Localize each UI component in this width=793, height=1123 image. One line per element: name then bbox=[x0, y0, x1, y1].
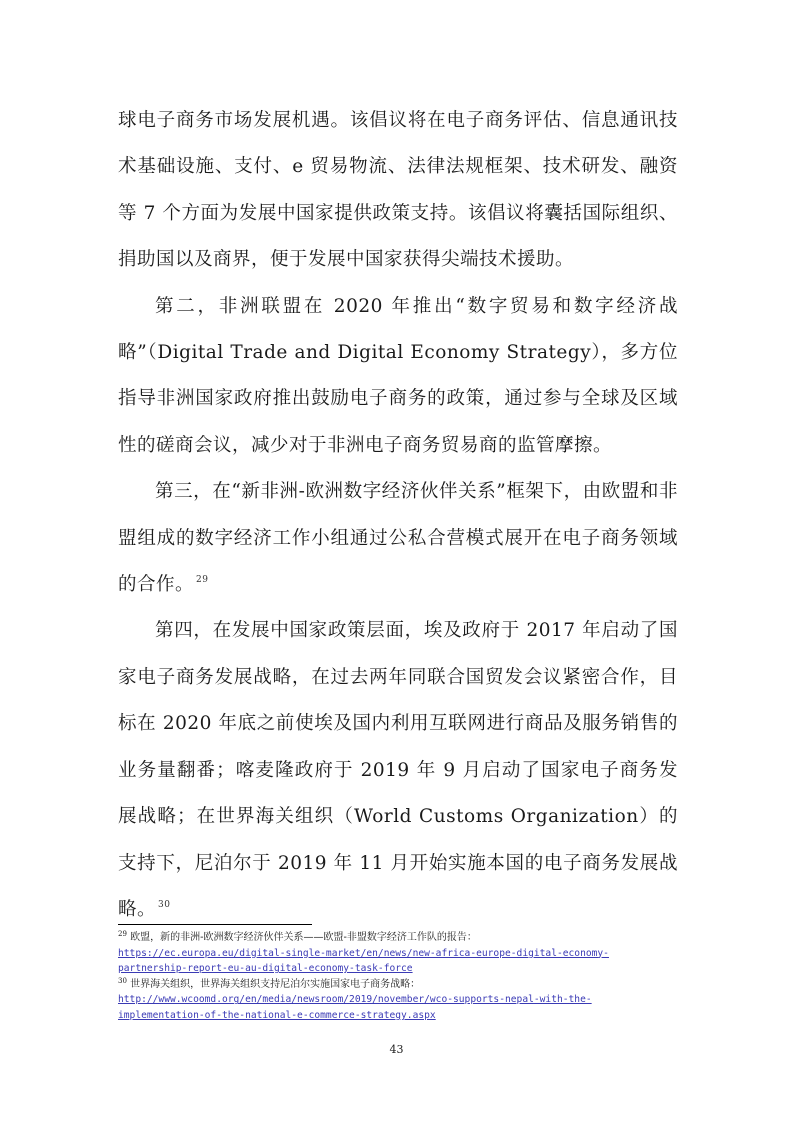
paragraph-continuation bbox=[118, 98, 678, 284]
paragraph-text: 球电子商务市场发展机遇。该倡议将在电子商务评估、信息通讯技术基础设施、支付、e 贸易物流、法律法规框架、技术研发、融资等 7 个方面为发展中国家提供政策支持。该倡议将囊括国际组织、捐助国以及商界，便于发展中国家获得尖端技术援助。 bbox=[118, 110, 678, 271]
footnote-reference-30[interactable]: 30 bbox=[158, 899, 171, 910]
footnote-link-line[interactable]: https://ec.europa.eu/digital-single-market/en/news/new-africa-europe-digital-economy- bbox=[118, 947, 609, 959]
paragraph-third bbox=[118, 469, 678, 608]
footnote-text bbox=[118, 977, 678, 993]
footnote-number: 29 bbox=[118, 930, 127, 938]
footnote-divider bbox=[118, 924, 312, 925]
body-text bbox=[118, 98, 678, 933]
page-number: 43 bbox=[389, 1043, 404, 1056]
paragraph-text: 第三，在“新非洲-欧洲数字经济伙伴关系”框架下，由欧盟和非盟组成的数字经济工作小组通过公私合营模式展开在电子商务领域的合作。 bbox=[118, 481, 678, 596]
paragraph-text: 第四，在发展中国家政策层面，埃及政府于 2017 年启动了国家电子商务发展战略，在过去两年同联合国贸发会议紧密合作，目标在 2020 年底之前使埃及国内利用互联网进行商品及服务销售的业务量翻番；喀麦隆政府于 2019 年 9 月启动了国家电子商务发展战略；在世界海关组织（World Customs Organization）的支持下，尼泊尔于 2019 年 11 月开始实施本国的电子商务发展战略。 bbox=[118, 620, 678, 920]
footnote-30 bbox=[118, 977, 678, 1024]
paragraph-second bbox=[118, 284, 678, 470]
paragraph-text: 第二，非洲联盟在 2020 年推出“数字贸易和数字经济战略”（Digital Trade and Digital Economy Strategy），多方位指导非洲国家政府推出鼓励电子商务的政策，通过参与全球及区域性的磋商会议，减少对于非洲电子商务贸易商的监管摩擦。 bbox=[118, 295, 678, 456]
footnote-link-line[interactable]: partnership-report-eu-au-digital-economy-task-force bbox=[118, 963, 413, 975]
footnote-29 bbox=[118, 930, 678, 977]
footnotes bbox=[118, 930, 678, 1024]
footnote-text bbox=[118, 930, 678, 946]
footnote-number: 30 bbox=[118, 976, 127, 985]
footnote-description: 欧盟，新的非洲-欧洲数字经济伙伴关系——欧盟-非盟数字经济工作队的报告： bbox=[130, 932, 477, 943]
footnote-link-line[interactable]: http://www.wcoomd.org/en/media/newsroom/2019/november/wco-supports-nepal-with-the- bbox=[118, 994, 592, 1006]
footnote-description: 世界海关组织，世界海关组织支持尼泊尔实施国家电子商务战略： bbox=[130, 978, 421, 990]
footnote-link-line[interactable]: implementation-of-the-national-e-commerce-strategy.aspx bbox=[118, 1009, 436, 1021]
footnote-reference-29[interactable]: 29 bbox=[196, 575, 209, 586]
paragraph-fourth bbox=[118, 608, 678, 933]
